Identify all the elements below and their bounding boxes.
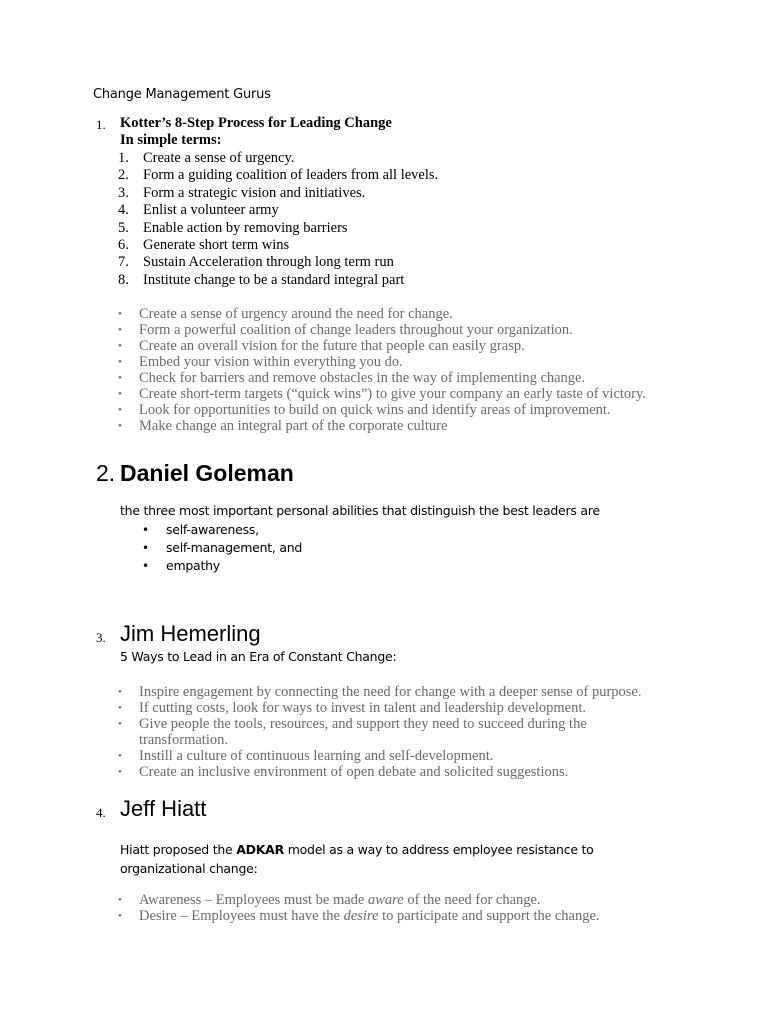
list-item: • Instill a culture of continuous learning and self-development.: [118, 748, 494, 764]
section-1-number: 1.: [96, 117, 106, 132]
list-item: 4. Enlist a volunteer army: [118, 202, 279, 219]
list-item: • Awareness – Employees must be made aware of the need for change.: [118, 892, 541, 908]
list-item: • Look for opportunities to build on quick wins and identify areas of improvement.: [118, 402, 611, 418]
list-item: • Check for barriers and remove obstacles in the way of implementing change.: [118, 370, 586, 386]
section-2-number: 2.: [96, 460, 116, 486]
goleman-text: the three most important personal abilities that distinguish the best leaders are: [120, 503, 600, 518]
bullet-icon: •: [118, 702, 122, 714]
bullet-icon: •: [118, 308, 122, 320]
adkar-label: ADKAR: [236, 842, 284, 857]
section-4-number: 4.: [96, 805, 106, 820]
list-item: 1. Create a sense of urgency.: [118, 150, 295, 166]
list-item: • Embed your vision within everything you do.: [118, 354, 403, 370]
list-item: • Inspire engagement by connecting the need for change with a deeper sense of purpose.: [118, 684, 642, 700]
list-item: 7. Sustain Acceleration through long term run: [118, 254, 394, 271]
hemerling-bullets-list: [118, 684, 641, 780]
list-item: • If cutting costs, look for ways to invest in talent and leadership development.: [118, 700, 586, 716]
bullet-icon: •: [118, 372, 122, 384]
list-item: • Form a powerful coalition of change leaders throughout your organization.: [118, 322, 573, 338]
list-item: • Desire – Employees must have the desire to participate and support the change.: [118, 908, 600, 924]
hiatt-text: Hiatt proposed the ADKAR model as a way to address employee resistance to organizational change:: [120, 842, 594, 876]
bullet-icon: •: [118, 766, 122, 778]
bullet-icon: •: [118, 388, 122, 400]
list-item: 3. Form a strategic vision and initiatives.: [118, 184, 366, 201]
list-item: • Give people the tools, resources, and support they need to succeed during the transformation.: [118, 716, 587, 748]
kotter-heading: Kotter’s 8-Step Process for Leading Change: [120, 115, 392, 131]
section-1-heading: [120, 115, 392, 149]
list-item: • self-management, and: [142, 540, 303, 555]
list-item: 8. Institute change to be a standard integral part: [118, 271, 405, 288]
bullet-icon: •: [142, 559, 149, 573]
bullet-icon: •: [118, 340, 122, 352]
bullet-icon: •: [118, 718, 122, 730]
list-item: • Create short-term targets (“quick wins”) to give your company an early taste of victory.: [118, 386, 646, 402]
bullet-icon: •: [118, 324, 122, 336]
bullet-icon: •: [142, 523, 149, 537]
list-item: • self-awareness,: [142, 522, 259, 537]
hemerling-text: 5 Ways to Lead in an Era of Constant Change:: [120, 649, 397, 664]
list-item: 5. Enable action by removing barriers: [118, 219, 348, 236]
bullet-icon: •: [118, 420, 122, 432]
section-3-heading: Jim Hemerling: [120, 621, 261, 646]
goleman-list: [142, 521, 302, 575]
list-item: 6. Generate short term wins: [118, 236, 290, 253]
document-title: Change Management Gurus: [93, 87, 271, 102]
bullet-icon: •: [142, 541, 149, 555]
adkar-bullets-list: [118, 892, 600, 924]
bullet-icon: •: [118, 894, 122, 906]
kotter-subheading: In simple terms:: [120, 132, 222, 148]
list-item: • Create an inclusive environment of open debate and solicited suggestions.: [118, 764, 569, 780]
section-2-heading: Daniel Goleman: [120, 460, 294, 486]
bullet-icon: •: [118, 356, 122, 368]
list-item: • Make change an integral part of the corporate culture: [118, 418, 448, 434]
bullet-icon: •: [118, 404, 122, 416]
bullet-icon: •: [118, 910, 122, 922]
section-4-heading: Jeff Hiatt: [120, 796, 207, 821]
bullet-icon: •: [118, 750, 122, 762]
kotter-bullets-list: [118, 306, 646, 434]
list-item: 2. Form a guiding coalition of leaders from all levels.: [118, 167, 439, 184]
list-item: • Create a sense of urgency around the need for change.: [118, 306, 453, 322]
list-item: • Create an overall vision for the future that people can easily grasp.: [118, 338, 525, 354]
list-item: • empathy: [142, 558, 220, 573]
kotter-steps-list: [118, 150, 438, 289]
section-3-number: 3.: [96, 630, 106, 645]
bullet-icon: •: [118, 686, 122, 698]
